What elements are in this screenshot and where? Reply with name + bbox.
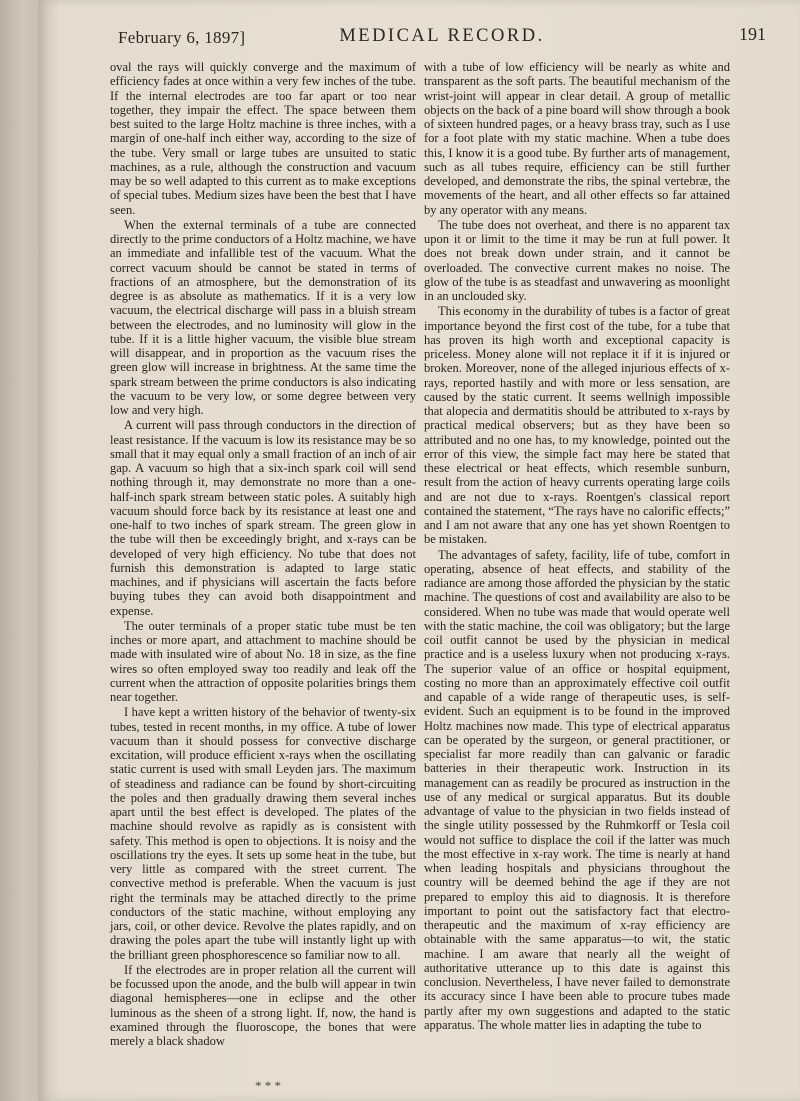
page-number: 191	[739, 24, 766, 44]
issue-date: February 6, 1897]	[118, 28, 246, 47]
left-column	[110, 60, 416, 1048]
paragraph: The tube does not overheat, and there is no apparent tax upon it or limit to the time it may be run at full power. It does not break down under strain, and it cannot be overloaded. The convective current makes no noise. The glow of the tube is as steadfast and unwavering as moonlight in an unclouded sky.	[424, 217, 730, 303]
paragraph: oval the rays will quickly converge and the maximum of efficiency fades at once within a very few inches of the tube. If the internal electrodes are too far apart or too near together, they impair the effect. The space between them best suited to the large Holtz machine is three inches, with a margin of one-half inch either way, according to the size of the tube. Very small or large tubes are unsuited to static machines, as a rule, although the construction and vacuum may be so well adapted to this current as to make exceptions of special tubes. Medium sizes have been the best that I have seen.	[110, 60, 416, 217]
paragraph: with a tube of low efficiency will be nearly as white and transparent as the soft parts. The beautiful mechanism of the wrist-joint will appear in clear detail. A group of metallic objects on the back of a pine board will show through a book of sixteen hundred pages, or a heavy brass tray, such as I use for a foot plate with my static machine. When a tube does this, I know it is a good tube. By further arts of management, such as all tubes require, efficiency can be still further developed, and demonstrate the ribs, the spinal vertebræ, the movements of the heart, and all other effects so far attained by any operator with any means.	[424, 60, 730, 217]
paragraph: If the electrodes are in proper relation all the current will be focussed upon the anode, and the bulb will appear in twin diagonal hemispheres—one in eclipse and the other luminous as the sheen of a strong light. If, now, the hand is examined through the fluoroscope, the bones that were merely a black shadow	[110, 962, 416, 1048]
paragraph: When the external terminals of a tube are connected directly to the prime conductors of a Holtz machine, we have an immediate and infallible test of the vacuum. What the correct vacuum should be cannot be stated in terms of fractions of an atmosphere, but the demonstration of its degree is as absolute as mathematics. If it is a very low vacuum, the electrical discharge will pass in a bluish stream between the electrodes, and no luminosity will glow in the tube. If it is a little higher vacuum, the visible blue stream will disappear, and in proportion as the vacuum rises the green glow will increase in brightness. At the same time the spark stream between the prime conductors is also indicating the vacuum to be very low, or some degree between very low and very high.	[110, 217, 416, 417]
paragraph: I have kept a written history of the behavior of twenty-six tubes, tested in recent months, in my office. A tube of lower vacuum than it should possess for convective discharge excitation, will produce efficient x-rays when the oscillating static current is used with small Leyden jars. The maximum of steadiness and radiance can be found by short-circuiting the poles and then gradually drawing them several inches apart until the best effect is developed. The plates of the machine should revolve as rapidly as is consistent with safety. This method is open to objections. It is noisy and the oscillations try the eyes. It sets up some heat in the tube, but very little as compared with the street current. The convective method is preferable. When the vacuum is just right the terminals may be attached directly to the prime conductors of the static machine, without employing any jars, coil, or other device. Revolve the plates rapidly, and on drawing the poles apart the tube will instantly light up with the brilliant green phosphorescence so familiar now to all.	[110, 705, 416, 962]
footer-ornament: * * *	[255, 1078, 281, 1093]
paragraph: A current will pass through conductors in the direction of least resistance. If the vacuum is low its resistance may be so small that it may equal only a small fraction of an inch of air gap. A vacuum so high that a six-inch spark coil will send nothing through it, may demonstrate no more than a one-half-inch spark stream between static poles. A suitably high vacuum should force back by its resistance at least one and one-half to two inches of spark stream. The green glow in the tube will then be exceedingly bright, and x-rays can be developed of very high efficiency. No tube that does not furnish this demonstration is adapted to large static machines, and if physicians will ascertain the facts before buying tubes they can avoid both disappointment and expense.	[110, 418, 416, 618]
paragraph: The advantages of safety, facility, life of tube, comfort in operating, absence of heat effects, and stability of the radiance are among those afforded the physician by the static machine. The questions of cost and availability are also to be considered. When no tube was made that would operate well with the static machine, the coil was obligatory; but the large coil outfit cannot be used by the physician in medical practice and is a useless luxury when not producing x-rays. The superior value of an office or hospital equipment, costing no more than an approximately effective coil outfit and capable of a wide range of therapeutic uses, is self-evident. Such an equipment is to be found in the improved Holtz machines now made. This type of electrical apparatus can be operated by the surgeon, or general practitioner, or specialist far more readily than can galvanic or faradic batteries in their therapeutic work. Instruction in its management can as readily be procured as instruction in the use of any medical or surgical apparatus. But its double advantage of value to the physician in two fields instead of the single utility possessed by the Ruhmkorff or Tesla coil would not suffice to displace the coil if the latter was much the most effective in x-ray work. The time is nearly at hand when leading hospitals and physicians throughout the country will be deemed behind the age if they are not prepared to employ this aid to diagnosis. It is therefore important to point out the satisfactory fact that electro-therapeutic and the maximum of x-ray efficiency are obtainable with the same apparatus—to wit, the static machine. I am aware that nearly all the weight of authoritative utterance up to this date is against this conclusion. Nevertheless, I have never failed to demonstrate its accuracy since I have been able to procure tubes made partly after my own suggestions and adapted to the static apparatus. The whole matter lies in adapting the tube to	[424, 547, 730, 1032]
book-binding-edge	[0, 0, 38, 1101]
right-column	[424, 60, 730, 1032]
paragraph: The outer terminals of a proper static tube must be ten inches or more apart, and attachment to machine should be made with insulated wire of about No. 18 in size, as the fine wires so often employed sway too readily and leak off the current when the attraction of opposite polarities brings them near together.	[110, 618, 416, 704]
page-header	[118, 24, 766, 50]
paragraph: This economy in the durability of tubes is a factor of great importance beyond the first cost of the tube, for a tube that has proven its high worth and exceptional capacity is priceless. Money alone will not replace it if it is injured or broken. Moreover, none of the alleged injurious effects of x-rays, reported hastily and with more or less sensation, are caused by the static current. It seems wellnigh impossible that alopecia and dermatitis should be attributed to x-rays by practical medical observers; but as they have been so attributed and no one has, to my knowledge, pointed out the error of this view, the simple fact may here be stated that these electrical or heat effects, which resemble sunburn, result from the action of heavy currents operating large coils and are not due to x-rays. Roentgen's classical report contained the statement, “The rays have no calorific effects;” and I am not aware that any one has yet shown Roentgen to be mistaken.	[424, 304, 730, 547]
journal-title: MEDICAL RECORD.	[339, 26, 545, 46]
